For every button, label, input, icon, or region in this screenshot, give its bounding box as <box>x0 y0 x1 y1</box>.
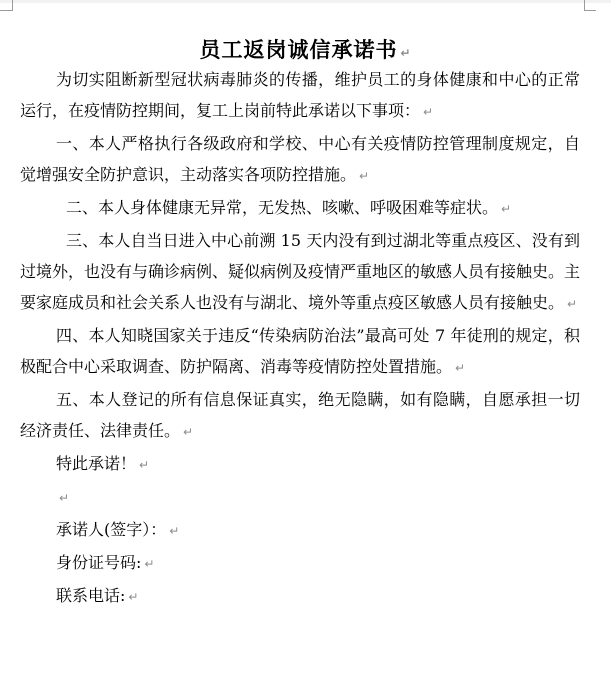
document-body <box>20 64 580 613</box>
commitment-item-2-text: 二、本人身体健康无异常，无发热、咳嗽、呼吸困难等症状。 <box>66 198 499 217</box>
paragraph-mark: ↵ <box>183 425 194 439</box>
phone-field <box>20 580 580 613</box>
paragraph-mark: ↵ <box>400 46 412 60</box>
commitment-item-2 <box>20 192 580 225</box>
crop-mark-right-vertical <box>584 0 585 11</box>
paragraph-mark: ↵ <box>144 557 155 571</box>
closing-statement-text: 特此承诺！ <box>56 454 137 473</box>
id-number-field-label: 身份证号码: <box>56 553 142 572</box>
commitment-item-4 <box>20 320 580 384</box>
intro-paragraph <box>20 64 580 128</box>
commitment-item-5 <box>20 384 580 448</box>
paragraph-mark: ↵ <box>169 524 180 538</box>
crop-mark-right <box>584 10 596 11</box>
commitment-item-3 <box>20 225 580 320</box>
paragraph-mark: ↵ <box>567 297 578 311</box>
paragraph-mark: ↵ <box>128 590 139 604</box>
document-title-text: 员工返岗诚信承诺书 <box>199 37 398 62</box>
commitment-item-4-text: 四、本人知晓国家关于违反“传染病防治法”最高可处 7 年徒刑的规定，积极配合中心采取调查、防护隔离、消毒等疫情防控处置措施。 <box>20 326 580 376</box>
crop-mark-left <box>0 10 12 11</box>
page-top-edge <box>0 0 611 3</box>
commitment-item-3-text: 三、本人自当日进入中心前溯 15 天内没有到过湖北等重点疫区、没有到过境外，也没有与确诊病例、疑似病例及疫情严重地区的敏感人员有接触史。主要家庭成员和社会关系人也没有与湖北、境外等重点疫区敏感人员有接触史。 <box>20 231 581 312</box>
id-number-field <box>20 547 580 580</box>
paragraph-mark: ↵ <box>139 458 150 472</box>
signature-field <box>20 514 580 547</box>
commitment-item-1-text: 一、本人严格执行各级政府和学校、中心有关疫情防控管理制度规定，自觉增强安全防护意识，主动落实各项防控措施。 <box>20 134 580 184</box>
paragraph-mark: ↵ <box>359 169 370 183</box>
paragraph-mark: ↵ <box>455 361 466 375</box>
closing-statement <box>20 448 580 481</box>
crop-mark-left-vertical <box>12 0 13 11</box>
commitment-item-1 <box>20 128 580 192</box>
commitment-item-5-text: 五、本人登记的所有信息保证真实，绝无隐瞒，如有隐瞒，自愿承担一切经济责任、法律责任。 <box>20 390 580 440</box>
paragraph-mark: ↵ <box>423 105 434 119</box>
signature-field-label: 承诺人(签字）： <box>56 520 167 539</box>
paragraph-mark: ↵ <box>501 202 512 216</box>
empty-line <box>20 481 580 514</box>
paragraph-mark: ↵ <box>59 491 70 505</box>
phone-field-label: 联系电话: <box>56 586 126 605</box>
document-title <box>0 34 611 64</box>
intro-paragraph-text: 为切实阻断新型冠状病毒肺炎的传播，维护员工的身体健康和中心的正常运行，在疫情防控期间，复工上岗前特此承诺以下事项： <box>20 70 580 120</box>
